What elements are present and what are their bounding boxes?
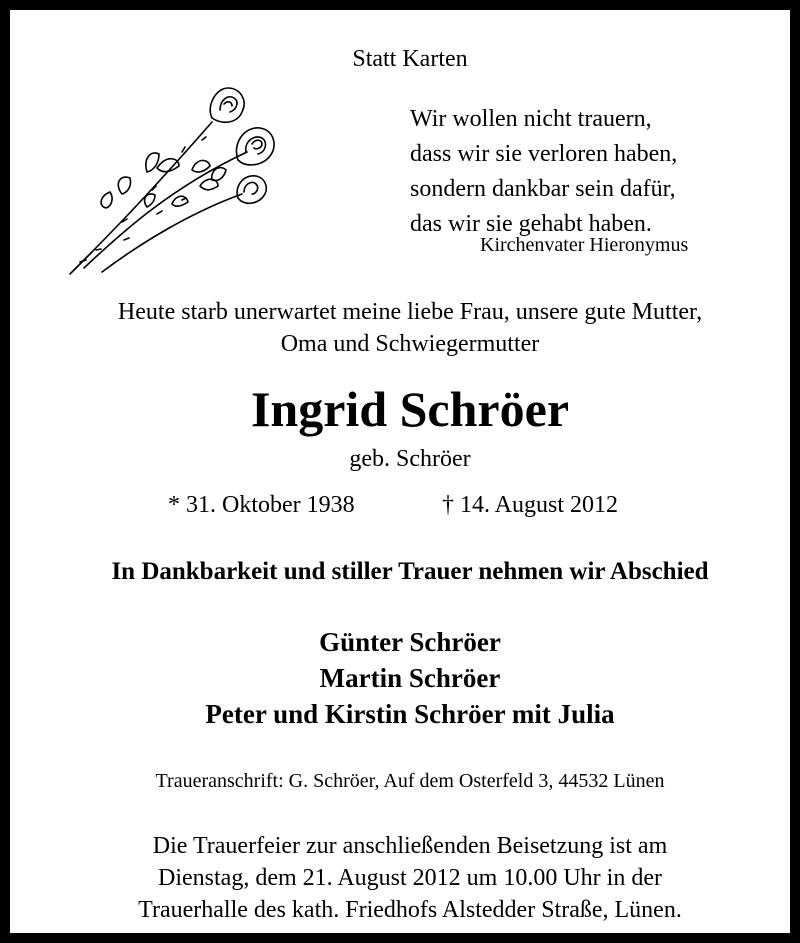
intro-text [20,296,800,360]
mourner: Peter und Kirstin Schröer mit Julia [205,699,615,729]
quote-line: sondern dankbar sein dafür, [410,176,676,202]
header-title: Statt Karten [352,46,468,72]
quote [410,102,770,242]
intro-line: Heute starb unerwartet meine liebe Frau, unsere gute Mutter, [117,299,703,325]
mourner: Martin Schröer [319,663,501,693]
mourner: Günter Schröer [319,627,501,657]
service-line: Die Trauerfeier zur anschließenden Beisetzung ist am [152,833,668,859]
mourners-list [20,624,800,732]
service-info [20,830,800,926]
service-line: Trauerhalle des kath. Friedhofs Alstedder Straße, Lünen. [138,897,682,923]
quote-line: dass wir sie verloren haben, [410,141,678,167]
roses-illustration-icon [62,82,282,280]
death-date: † 14. August 2012 [442,492,619,518]
mourning-address: Traueranschrift: G. Schröer, Auf dem Osterfeld 3, 44532 Lünen [155,770,665,792]
quote-author: Kirchenvater Hieronymus [480,234,689,256]
birth-date: * 31. Oktober 1938 [168,492,355,518]
quote-line: das wir sie gehabt haben. [410,211,652,237]
quote-line: Wir wollen nicht trauern, [410,106,652,132]
maiden-name: geb. Schröer [349,446,471,472]
service-line: Dienstag, dem 21. August 2012 um 10.00 Uhr in der [158,865,662,891]
deceased-name: Ingrid Schröer [250,381,570,437]
intro-line: Oma und Schwiegermutter [280,331,540,357]
farewell-line: In Dankbarkeit und stiller Trauer nehmen wir Abschied [111,558,709,585]
